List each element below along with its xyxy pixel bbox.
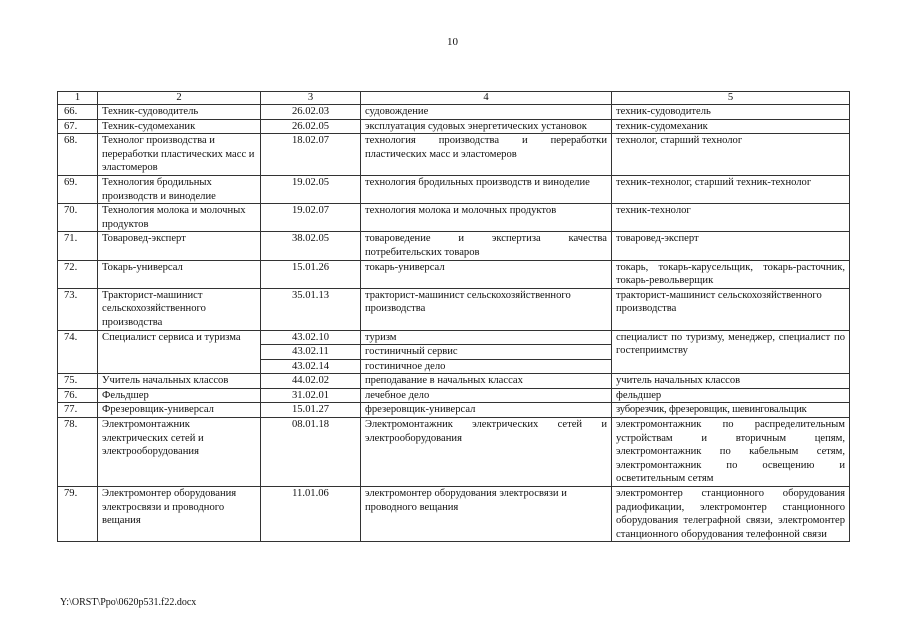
specialty-code: 15.01.27 (261, 403, 361, 418)
table-row (58, 175, 850, 203)
specialty-code: 35.01.13 (261, 288, 361, 330)
table-row (58, 260, 850, 288)
table-row (58, 134, 850, 176)
table-row (58, 418, 850, 487)
row-number: 69. (58, 175, 98, 203)
table-row (58, 119, 850, 134)
specialty-code: 31.02.01 (261, 388, 361, 403)
specialty-name: технология производства и переработки пластических масс и эластомеров (361, 134, 612, 176)
specialty-code: 18.02.07 (261, 134, 361, 176)
table-row (58, 204, 850, 232)
profession-name: Тракторист-машинист сельскохозяйственного производства (98, 288, 261, 330)
qualification: техник-судоводитель (612, 105, 850, 120)
qualification: зуборезчик, фрезеровщик, шевинговальщик (612, 403, 850, 418)
row-number: 72. (58, 260, 98, 288)
specialty-name: технология молока и молочных продуктов (361, 204, 612, 232)
profession-name: Электромонтажник электрических сетей и электрооборудования (98, 418, 261, 487)
row-number: 67. (58, 119, 98, 134)
specialty-code: 19.02.07 (261, 204, 361, 232)
table-row (58, 403, 850, 418)
qualification: специалист по туризму, менеджер, специалист по гостеприимству (612, 330, 850, 374)
document-path: Y:\ORST\Ppo\0620p531.f22.docx (60, 597, 197, 608)
table-row (58, 105, 850, 120)
qualification: товаровед-эксперт (612, 232, 850, 260)
header-cell: 5 (612, 92, 850, 105)
table-row (58, 288, 850, 330)
specialty-code: 26.02.05 (261, 119, 361, 134)
profession-name: Технология молока и молочных продуктов (98, 204, 261, 232)
header-cell: 4 (361, 92, 612, 105)
specialty-name: туризм (361, 330, 612, 345)
profession-name: Фельдшер (98, 388, 261, 403)
qualification: тракторист-машинист сельскохозяйственного производства (612, 288, 850, 330)
profession-name: Электромонтер оборудования электросвязи и проводного вещания (98, 487, 261, 542)
row-number: 70. (58, 204, 98, 232)
specialty-code: 43.02.14 (261, 359, 361, 374)
specialty-name: токарь-универсал (361, 260, 612, 288)
specialty-code: 43.02.10 (261, 330, 361, 345)
profession-name: Товаровед-эксперт (98, 232, 261, 260)
table-row (58, 487, 850, 542)
professions-table (57, 91, 850, 542)
specialty-code: 26.02.03 (261, 105, 361, 120)
table-header-row (58, 92, 850, 105)
row-number: 71. (58, 232, 98, 260)
row-number: 76. (58, 388, 98, 403)
qualification: технолог, старший технолог (612, 134, 850, 176)
specialty-code: 19.02.05 (261, 175, 361, 203)
specialty-name: тракторист-машинист сельскохозяйственного производства (361, 288, 612, 330)
specialty-name: эксплуатация судовых энергетических установок (361, 119, 612, 134)
specialty-name: гостиничный сервис (361, 345, 612, 360)
profession-name: Технолог производства и переработки пластических масс и эластомеров (98, 134, 261, 176)
qualification: электромонтажник по распределительным устройствам и вторичным цепям, электромонтажник по кабельным сетям, электромонтажник по освещению и осветительным сетям (612, 418, 850, 487)
specialty-code: 38.02.05 (261, 232, 361, 260)
specialty-code: 11.01.06 (261, 487, 361, 542)
profession-name: Техник-судоводитель (98, 105, 261, 120)
table-row (58, 232, 850, 260)
row-number: 73. (58, 288, 98, 330)
specialty-name: преподавание в начальных классах (361, 374, 612, 389)
table-row (58, 330, 850, 345)
profession-name: Техник-судомеханик (98, 119, 261, 134)
header-cell: 1 (58, 92, 98, 105)
profession-name: Технология бродильных производств и виноделие (98, 175, 261, 203)
row-number: 66. (58, 105, 98, 120)
header-cell: 2 (98, 92, 261, 105)
row-number: 74. (58, 330, 98, 374)
qualification: фельдшер (612, 388, 850, 403)
specialty-code: 43.02.11 (261, 345, 361, 360)
specialty-code: 15.01.26 (261, 260, 361, 288)
row-number: 68. (58, 134, 98, 176)
table-row (58, 388, 850, 403)
specialty-code: 08.01.18 (261, 418, 361, 487)
profession-name: Учитель начальных классов (98, 374, 261, 389)
specialty-name: Электромонтажник электрических сетей и электрооборудования (361, 418, 612, 487)
qualification: техник-технолог (612, 204, 850, 232)
qualification: токарь, токарь-карусельщик, токарь-расточник, токарь-револьверщик (612, 260, 850, 288)
qualification: техник-судомеханик (612, 119, 850, 134)
header-cell: 3 (261, 92, 361, 105)
row-number: 77. (58, 403, 98, 418)
table-row (58, 374, 850, 389)
profession-name: Токарь-универсал (98, 260, 261, 288)
page-number: 10 (447, 36, 458, 48)
specialty-name: фрезеровщик-универсал (361, 403, 612, 418)
profession-name: Специалист сервиса и туризма (98, 330, 261, 374)
profession-name: Фрезеровщик-универсал (98, 403, 261, 418)
qualification: техник-технолог, старший техник-технолог (612, 175, 850, 203)
row-number: 79. (58, 487, 98, 542)
specialty-code: 44.02.02 (261, 374, 361, 389)
row-number: 78. (58, 418, 98, 487)
row-number: 75. (58, 374, 98, 389)
specialty-name: лечебное дело (361, 388, 612, 403)
specialty-name: товароведение и экспертиза качества потребительских товаров (361, 232, 612, 260)
specialty-name: электромонтер оборудования электросвязи и проводного вещания (361, 487, 612, 542)
qualification: учитель начальных классов (612, 374, 850, 389)
specialty-name: технология бродильных производств и виноделие (361, 175, 612, 203)
specialty-name: судовождение (361, 105, 612, 120)
specialty-name: гостиничное дело (361, 359, 612, 374)
qualification: электромонтер станционного оборудования радиофикации, электромонтер станционного оборудования телеграфной связи, электромонтер станционного оборудования телефонной связи (612, 487, 850, 542)
